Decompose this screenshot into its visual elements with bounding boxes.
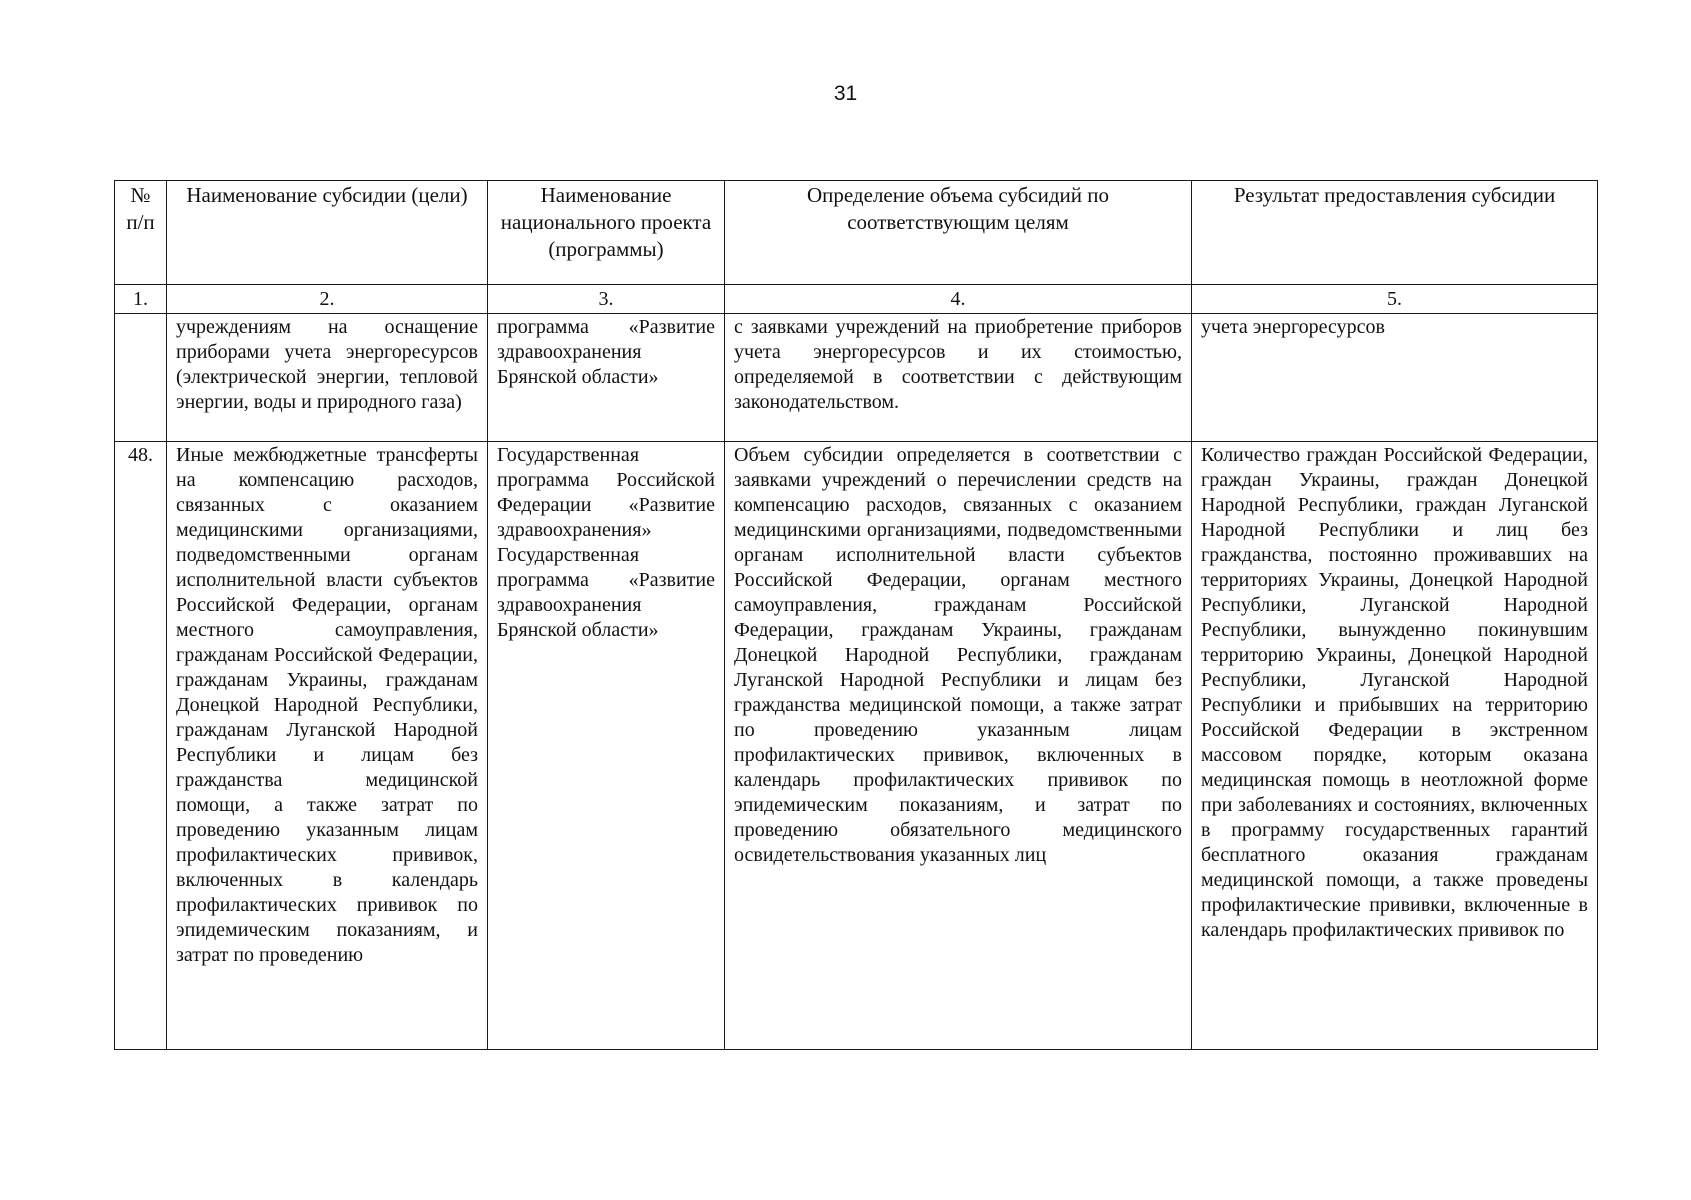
header-result: Результат предоставления субсидии [1192, 181, 1598, 285]
row-result: учета энергоресурсов [1192, 314, 1598, 442]
row-subsidy-name: Иные межбюджетные трансферты на компенсацию расходов, связанных с оказанием медицинскими организациями, подведомственными органам исполнительной власти субъектов Российской Федерации, органам местного самоуправления, гражданам Российской Федерации, гражданам Украины, гражданам Донецкой Народной Республики, гражданам Луганской Народной Республики и лицам без гражданства медицинской помощи, а также затрат по проведению указанным лицам профилактических прививок, включенных в календарь профилактических прививок по эпидемическим показаниям, и затрат по проведению [167, 442, 488, 1050]
header-subsidy-name: Наименование субсидии (цели) [167, 181, 488, 285]
header-national-project: Наименование национального проекта (программы) [488, 181, 725, 285]
header-num: № п/п [115, 181, 167, 285]
row-definition: с заявками учреждений на приобретение приборов учета энергоресурсов и их стоимостью, определяемой в соответствии с действующим законодательством. [725, 314, 1192, 442]
page-number: 31 [833, 82, 858, 105]
row-num: 48. [115, 442, 167, 1050]
row-project: программа «Развитие здравоохранения Брянской области» [488, 314, 725, 442]
column-number: 2. [167, 285, 488, 314]
table-header-row [115, 181, 1598, 285]
row-result: Количество граждан Российской Федерации, граждан Украины, граждан Донецкой Народной Республики, граждан Луганской Народной Республики и лиц без гражданства, постоянно проживавших на территориях Украины, Донецкой Народной Республики, Луганской Народной Республики, вынужденно покинувшим территорию Украины, Донецкой Народной Республики, Луганской Народной Республики и прибывших на территорию Российской Федерации в экстренном массовом порядке, которым оказана медицинская помощь в неотложной форме при заболеваниях и состояниях, включенных в программу государственных гарантий бесплатного оказания гражданам медицинской помощи, а также проведены профилактические прививки, включенные в календарь профилактических прививок по [1192, 442, 1598, 1050]
column-number: 4. [725, 285, 1192, 314]
column-number: 1. [115, 285, 167, 314]
header-volume-definition: Определение объема субсидий по соответствующим целям [725, 181, 1192, 285]
column-number: 3. [488, 285, 725, 314]
subsidy-table [114, 180, 1598, 1050]
row-num [115, 314, 167, 442]
column-number: 5. [1192, 285, 1598, 314]
table-row [115, 442, 1598, 1050]
row-subsidy-name: учреждениям на оснащение приборами учета энергоресурсов (электрической энергии, тепловой энергии, воды и природного газа) [167, 314, 488, 442]
row-project: Государственная программа Российской Федерации «Развитие здравоохранения» Государственная программа «Развитие здравоохранения Брянской области» [488, 442, 725, 1050]
row-definition: Объем субсидии определяется в соответствии с заявками учреждений о перечислении средств на компенсацию расходов, связанных с оказанием медицинскими организациями, подведомственными органам исполнительной власти субъектов Российской Федерации, органам местного самоуправления, гражданам Российской Федерации, гражданам Украины, гражданам Донецкой Народной Республики, гражданам Луганской Народной Республики и лицам без гражданства медицинской помощи, а также затрат по проведению указанным лицам профилактических прививок, включенных в календарь профилактических прививок по эпидемическим показаниям, и затрат по проведению обязательного медицинского освидетельствования указанных лиц [725, 442, 1192, 1050]
column-number-row [115, 285, 1598, 314]
table-row [115, 314, 1598, 442]
